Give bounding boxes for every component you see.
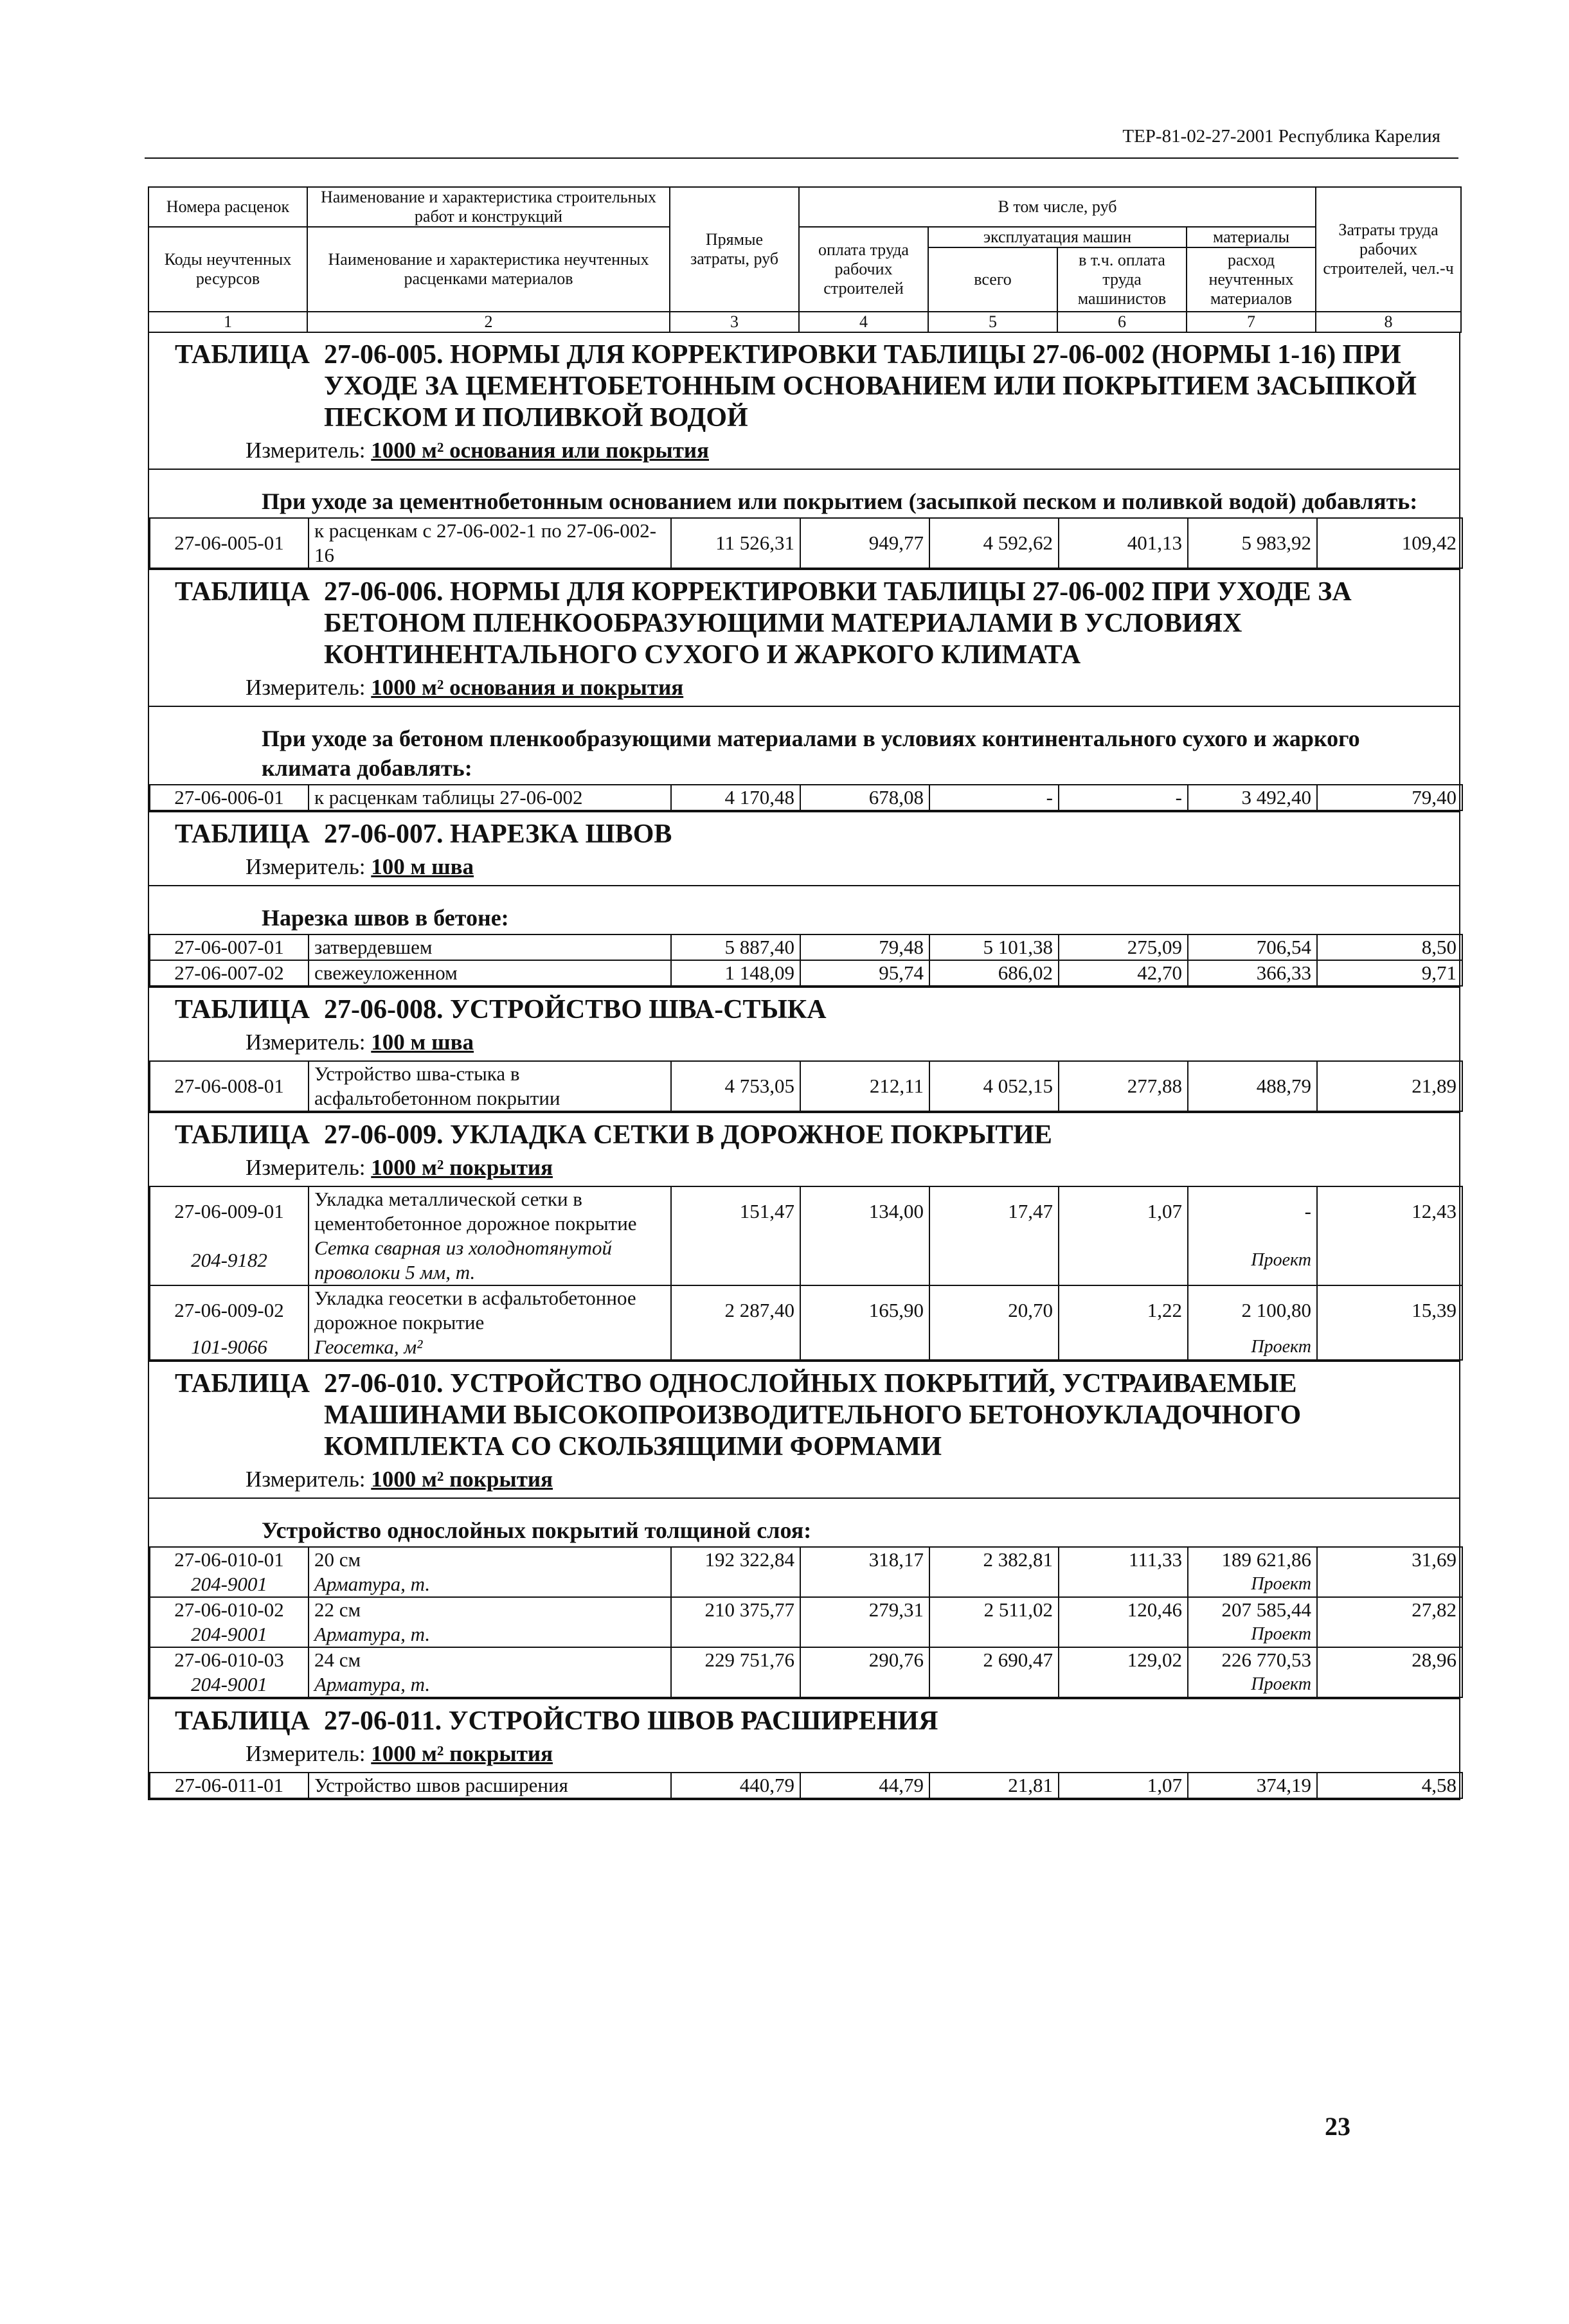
col1-top-header: Номера расценок xyxy=(148,187,307,227)
rate-row xyxy=(150,1773,1462,1798)
table-section xyxy=(148,333,1460,570)
value-c8: 4,58 xyxy=(1317,1773,1462,1798)
value-c3: 4 170,48 xyxy=(671,785,800,810)
value-c3: 1 148,09 xyxy=(671,960,800,986)
table-section xyxy=(148,988,1460,1113)
value-c8: 28,96 xyxy=(1317,1647,1462,1672)
value-c5: 4 052,15 xyxy=(929,1061,1059,1111)
value-c8: 79,40 xyxy=(1317,785,1462,810)
value-c6: 275,09 xyxy=(1059,934,1188,960)
value-c8: 109,42 xyxy=(1317,518,1462,568)
value-c5: - xyxy=(929,785,1059,810)
value-c6: 120,46 xyxy=(1059,1597,1188,1622)
value-c4: 79,48 xyxy=(800,934,929,960)
value-c4: 318,17 xyxy=(800,1547,929,1572)
rate-name: Устройство швов расширения xyxy=(309,1773,671,1798)
section-subheading: При уходе за цементнобетонным основанием или покрытием (засыпкой песком и поливкой водой) добавлять: xyxy=(149,469,1459,517)
measure-line xyxy=(149,1740,1459,1772)
resource-row xyxy=(150,1622,1462,1647)
empty-cell xyxy=(800,1672,929,1697)
rate-name: затвердевшем xyxy=(309,934,671,960)
measure-unit: 1000 м² покрытия xyxy=(371,1154,553,1180)
value-c8: 8,50 xyxy=(1317,934,1462,960)
value-c4: 95,74 xyxy=(800,960,929,986)
value-c6: - xyxy=(1059,785,1188,810)
rate-name: к расценкам с 27-06-002-1 по 27-06-002-16 xyxy=(309,518,671,568)
materials-header: материалы xyxy=(1187,227,1316,247)
empty-cell xyxy=(800,1335,929,1360)
measure-line xyxy=(149,1154,1459,1186)
value-c4: 212,11 xyxy=(800,1061,929,1111)
group-header: В том числе, руб xyxy=(799,187,1316,227)
resource-row xyxy=(150,1672,1462,1697)
rate-row xyxy=(150,785,1462,810)
measure-unit: 1000 м² основания или покрытия xyxy=(371,437,709,463)
rate-name: к расценкам таблицы 27-06-002 xyxy=(309,785,671,810)
value-c3: 192 322,84 xyxy=(671,1547,800,1572)
value-c5: 21,81 xyxy=(929,1773,1059,1798)
value-c7: 189 621,86 xyxy=(1188,1547,1317,1572)
rate-code: 27-06-009-02 xyxy=(150,1285,309,1335)
empty-cell xyxy=(671,1335,800,1360)
resource-name: Геосетка, м² xyxy=(309,1335,671,1360)
value-c7: - xyxy=(1188,1186,1317,1236)
resource-note: Проект xyxy=(1188,1236,1317,1285)
col3-header: Прямые затраты, руб xyxy=(670,187,799,312)
section-heading: 27-06-010. УСТРОЙСТВО ОДНОСЛОЙНЫХ ПОКРЫТИЙ, УСТРАИВАЕМЫЕ МАШИНАМИ ВЫСОКОПРОИЗВОДИТЕЛЬНОГО БЕТОНОУКЛАДОЧНОГО КОМПЛЕКТА СО СКОЛЬЗЯЩИМИ ФОРМАМИ xyxy=(324,1368,1302,1461)
value-c4: 290,76 xyxy=(800,1647,929,1672)
col6-header: в т.ч. оплата труда машинистов xyxy=(1057,247,1187,312)
col-number: 5 xyxy=(928,312,1057,332)
value-c4: 165,90 xyxy=(800,1285,929,1335)
value-c7: 3 492,40 xyxy=(1188,785,1317,810)
measure-line xyxy=(149,1465,1459,1497)
empty-cell xyxy=(671,1236,800,1285)
value-c5: 5 101,38 xyxy=(929,934,1059,960)
empty-cell xyxy=(1059,1622,1188,1647)
value-c5: 20,70 xyxy=(929,1285,1059,1335)
col8-header: Затраты труда рабочих строителей, чел.-ч xyxy=(1316,187,1461,312)
column-header-table xyxy=(148,186,1462,333)
rate-name: Укладка металлической сетки в цементобетонное дорожное покрытие xyxy=(309,1186,671,1236)
resource-code: 101-9066 xyxy=(150,1335,309,1360)
section-heading: 27-06-008. УСТРОЙСТВО ШВА-СТЫКА xyxy=(324,994,827,1024)
col-number: 6 xyxy=(1057,312,1187,332)
value-c6: 111,33 xyxy=(1059,1547,1188,1572)
col-number: 8 xyxy=(1316,312,1461,332)
resource-name: Арматура, т. xyxy=(309,1672,671,1697)
resource-code: 204-9182 xyxy=(150,1236,309,1285)
col4-header: оплата труда рабочих строителей xyxy=(799,227,928,312)
resource-note: Проект xyxy=(1188,1672,1317,1697)
col-number: 7 xyxy=(1187,312,1316,332)
empty-cell xyxy=(1059,1672,1188,1697)
empty-cell xyxy=(800,1236,929,1285)
value-c6: 1,07 xyxy=(1059,1773,1188,1798)
section-title xyxy=(149,1113,1459,1154)
document-header-title: ТЕР-81-02-27-2001 Республика Карелия xyxy=(1122,126,1440,147)
empty-cell xyxy=(1317,1672,1462,1697)
rate-code: 27-06-008-01 xyxy=(150,1061,309,1111)
rate-row xyxy=(150,1061,1462,1111)
value-c7: 2 100,80 xyxy=(1188,1285,1317,1335)
section-heading: 27-06-009. УКЛАДКА СЕТКИ В ДОРОЖНОЕ ПОКРЫТИЕ xyxy=(324,1120,1052,1150)
col-number: 3 xyxy=(670,312,799,332)
resource-code: 204-9001 xyxy=(150,1572,309,1597)
section-label: ТАБЛИЦА xyxy=(175,1706,310,1736)
page-number: 23 xyxy=(1325,2112,1350,2141)
machines-header: эксплуатация машин xyxy=(928,227,1187,247)
value-c8: 12,43 xyxy=(1317,1186,1462,1236)
empty-cell xyxy=(1059,1335,1188,1360)
value-c6: 277,88 xyxy=(1059,1061,1188,1111)
resource-code: 204-9001 xyxy=(150,1622,309,1647)
rates-table xyxy=(149,1060,1463,1112)
rate-name: 20 см xyxy=(309,1547,671,1572)
value-c3: 2 287,40 xyxy=(671,1285,800,1335)
section-title xyxy=(149,812,1459,853)
resource-code: 204-9001 xyxy=(150,1672,309,1697)
rate-name: 24 см xyxy=(309,1647,671,1672)
value-c6: 401,13 xyxy=(1059,518,1188,568)
empty-cell xyxy=(671,1672,800,1697)
empty-cell xyxy=(671,1622,800,1647)
rates-table xyxy=(149,784,1463,811)
measure-unit: 100 м шва xyxy=(371,1029,474,1055)
section-subheading: Устройство однослойных покрытий толщиной слоя: xyxy=(149,1497,1459,1546)
value-c6: 1,07 xyxy=(1059,1186,1188,1236)
col-number: 2 xyxy=(307,312,670,332)
measure-unit: 1000 м² покрытия xyxy=(371,1466,553,1492)
price-table xyxy=(148,186,1460,1800)
value-c8: 9,71 xyxy=(1317,960,1462,986)
value-c3: 440,79 xyxy=(671,1773,800,1798)
value-c3: 5 887,40 xyxy=(671,934,800,960)
resource-name: Арматура, т. xyxy=(309,1622,671,1647)
rate-row xyxy=(150,1647,1462,1672)
rate-code: 27-06-010-01 xyxy=(150,1547,309,1572)
rate-name: Укладка геосетки в асфальтобетонное дорожное покрытие xyxy=(309,1285,671,1335)
col-number: 4 xyxy=(799,312,928,332)
value-c3: 210 375,77 xyxy=(671,1597,800,1622)
table-section xyxy=(148,812,1460,988)
value-c8: 21,89 xyxy=(1317,1061,1462,1111)
value-c5: 686,02 xyxy=(929,960,1059,986)
sections-container xyxy=(148,333,1460,1800)
resource-row xyxy=(150,1335,1462,1360)
section-heading: 27-06-006. НОРМЫ ДЛЯ КОРРЕКТИРОВКИ ТАБЛИЦЫ 27-06-002 ПРИ УХОДЕ ЗА БЕТОНОМ ПЛЕНКООБРАЗУЮЩИМИ МАТЕРИАЛАМИ В УСЛОВИЯХ КОНТИНЕНТАЛЬНОГО СУХОГО И ЖАРКОГО КЛИМАТА xyxy=(324,577,1352,670)
section-label: ТАБЛИЦА xyxy=(175,577,310,607)
empty-cell xyxy=(1317,1572,1462,1597)
empty-cell xyxy=(1317,1236,1462,1285)
value-c7: 706,54 xyxy=(1188,934,1317,960)
value-c7: 207 585,44 xyxy=(1188,1597,1317,1622)
value-c8: 31,69 xyxy=(1317,1547,1462,1572)
rate-code: 27-06-005-01 xyxy=(150,518,309,568)
value-c4: 949,77 xyxy=(800,518,929,568)
value-c5: 4 592,62 xyxy=(929,518,1059,568)
section-label: ТАБЛИЦА xyxy=(175,339,310,370)
section-title xyxy=(149,570,1459,674)
section-heading: 27-06-007. НАРЕЗКА ШВОВ xyxy=(324,819,672,849)
rate-row xyxy=(150,1547,1462,1572)
resource-row xyxy=(150,1572,1462,1597)
section-label: ТАБЛИЦА xyxy=(175,1368,310,1399)
rate-name: 22 см xyxy=(309,1597,671,1622)
rate-code: 27-06-007-02 xyxy=(150,960,309,986)
rate-code: 27-06-010-03 xyxy=(150,1647,309,1672)
empty-cell xyxy=(800,1572,929,1597)
rate-code: 27-06-010-02 xyxy=(150,1597,309,1622)
measure-prefix: Измеритель: xyxy=(246,1740,366,1766)
table-section xyxy=(148,1362,1460,1699)
empty-cell xyxy=(929,1236,1059,1285)
section-title xyxy=(149,1362,1459,1465)
rates-table xyxy=(149,517,1463,569)
empty-cell xyxy=(929,1672,1059,1697)
value-c3: 151,47 xyxy=(671,1186,800,1236)
value-c6: 1,22 xyxy=(1059,1285,1188,1335)
section-label: ТАБЛИЦА xyxy=(175,1120,310,1150)
value-c5: 2 690,47 xyxy=(929,1647,1059,1672)
measure-prefix: Измеритель: xyxy=(246,437,366,463)
empty-cell xyxy=(1317,1622,1462,1647)
section-heading: 27-06-005. НОРМЫ ДЛЯ КОРРЕКТИРОВКИ ТАБЛИЦЫ 27-06-002 (НОРМЫ 1-16) ПРИ УХОДЕ ЗА ЦЕМЕНТОБЕТОННЫМ ОСНОВАНИЕМ ИЛИ ПОКРЫТИЕМ ЗАСЫПКОЙ ПЕСКОМ И ПОЛИВКОЙ ВОДОЙ xyxy=(324,339,1417,433)
empty-cell xyxy=(1059,1572,1188,1597)
empty-cell xyxy=(929,1572,1059,1597)
measure-unit: 100 м шва xyxy=(371,854,474,879)
measure-prefix: Измеритель: xyxy=(246,674,366,700)
empty-cell xyxy=(1317,1335,1462,1360)
value-c4: 134,00 xyxy=(800,1186,929,1236)
resource-row xyxy=(150,1236,1462,1285)
rate-code: 27-06-009-01 xyxy=(150,1186,309,1236)
rate-row xyxy=(150,518,1462,568)
header-rule xyxy=(145,157,1458,159)
empty-cell xyxy=(1059,1236,1188,1285)
value-c4: 279,31 xyxy=(800,1597,929,1622)
section-label: ТАБЛИЦА xyxy=(175,994,310,1024)
value-c7: 374,19 xyxy=(1188,1773,1317,1798)
section-title xyxy=(149,988,1459,1028)
rate-row xyxy=(150,1597,1462,1622)
rate-name: свежеуложенном xyxy=(309,960,671,986)
rates-table xyxy=(149,1772,1463,1799)
rate-code: 27-06-011-01 xyxy=(150,1773,309,1798)
measure-prefix: Измеритель: xyxy=(246,1029,366,1055)
value-c5: 2 511,02 xyxy=(929,1597,1059,1622)
value-c8: 27,82 xyxy=(1317,1597,1462,1622)
measure-prefix: Измеритель: xyxy=(246,854,366,879)
resource-name: Арматура, т. xyxy=(309,1572,671,1597)
value-c5: 17,47 xyxy=(929,1186,1059,1236)
rates-table xyxy=(149,1546,1463,1698)
empty-cell xyxy=(929,1622,1059,1647)
rate-row xyxy=(150,960,1462,986)
col2-bottom-header: Наименование и характеристика неучтенных расценками материалов xyxy=(307,227,670,312)
measure-unit: 1000 м² покрытия xyxy=(371,1740,553,1766)
value-c7: 366,33 xyxy=(1188,960,1317,986)
rate-name: Устройство шва-стыка в асфальтобетонном покрытии xyxy=(309,1061,671,1111)
value-c6: 129,02 xyxy=(1059,1647,1188,1672)
empty-cell xyxy=(929,1335,1059,1360)
section-subheading: При уходе за бетоном пленкообразующими материалами в условиях континентального сухого и жаркого климата добавлять: xyxy=(149,706,1459,784)
col-number: 1 xyxy=(148,312,307,332)
measure-line xyxy=(149,674,1459,706)
section-title xyxy=(149,333,1459,436)
measure-line xyxy=(149,853,1459,885)
resource-note: Проект xyxy=(1188,1335,1317,1360)
value-c8: 15,39 xyxy=(1317,1285,1462,1335)
resource-name: Сетка сварная из холоднотянутой проволоки 5 мм, т. xyxy=(309,1236,671,1285)
resource-note: Проект xyxy=(1188,1622,1317,1647)
value-c7: 226 770,53 xyxy=(1188,1647,1317,1672)
col2-top-header: Наименование и характеристика строительных работ и конструкций xyxy=(307,187,670,227)
measure-prefix: Измеритель: xyxy=(246,1466,366,1492)
empty-cell xyxy=(800,1622,929,1647)
table-section xyxy=(148,1699,1460,1800)
resource-note: Проект xyxy=(1188,1572,1317,1597)
col7-header: расход неучтенных материалов xyxy=(1187,247,1316,312)
rate-code: 27-06-006-01 xyxy=(150,785,309,810)
value-c3: 229 751,76 xyxy=(671,1647,800,1672)
value-c3: 11 526,31 xyxy=(671,518,800,568)
rate-row xyxy=(150,934,1462,960)
section-heading: 27-06-011. УСТРОЙСТВО ШВОВ РАСШИРЕНИЯ xyxy=(324,1706,938,1736)
measure-line xyxy=(149,1028,1459,1060)
value-c3: 4 753,05 xyxy=(671,1061,800,1111)
value-c6: 42,70 xyxy=(1059,960,1188,986)
rates-table xyxy=(149,934,1463,987)
section-subheading: Нарезка швов в бетоне: xyxy=(149,885,1459,934)
value-c4: 678,08 xyxy=(800,785,929,810)
table-section xyxy=(148,1113,1460,1362)
col5-header: всего xyxy=(928,247,1057,312)
col1-bottom-header: Коды неучтенных ресурсов xyxy=(148,227,307,312)
section-label: ТАБЛИЦА xyxy=(175,819,310,849)
table-section xyxy=(148,570,1460,812)
measure-prefix: Измеритель: xyxy=(246,1154,366,1180)
measure-unit: 1000 м² основания и покрытия xyxy=(371,674,684,700)
rate-code: 27-06-007-01 xyxy=(150,934,309,960)
value-c7: 5 983,92 xyxy=(1188,518,1317,568)
value-c4: 44,79 xyxy=(800,1773,929,1798)
empty-cell xyxy=(671,1572,800,1597)
value-c7: 488,79 xyxy=(1188,1061,1317,1111)
section-title xyxy=(149,1699,1459,1740)
measure-line xyxy=(149,436,1459,469)
rate-row xyxy=(150,1186,1462,1236)
value-c5: 2 382,81 xyxy=(929,1547,1059,1572)
rate-row xyxy=(150,1285,1462,1335)
rates-table xyxy=(149,1186,1463,1361)
